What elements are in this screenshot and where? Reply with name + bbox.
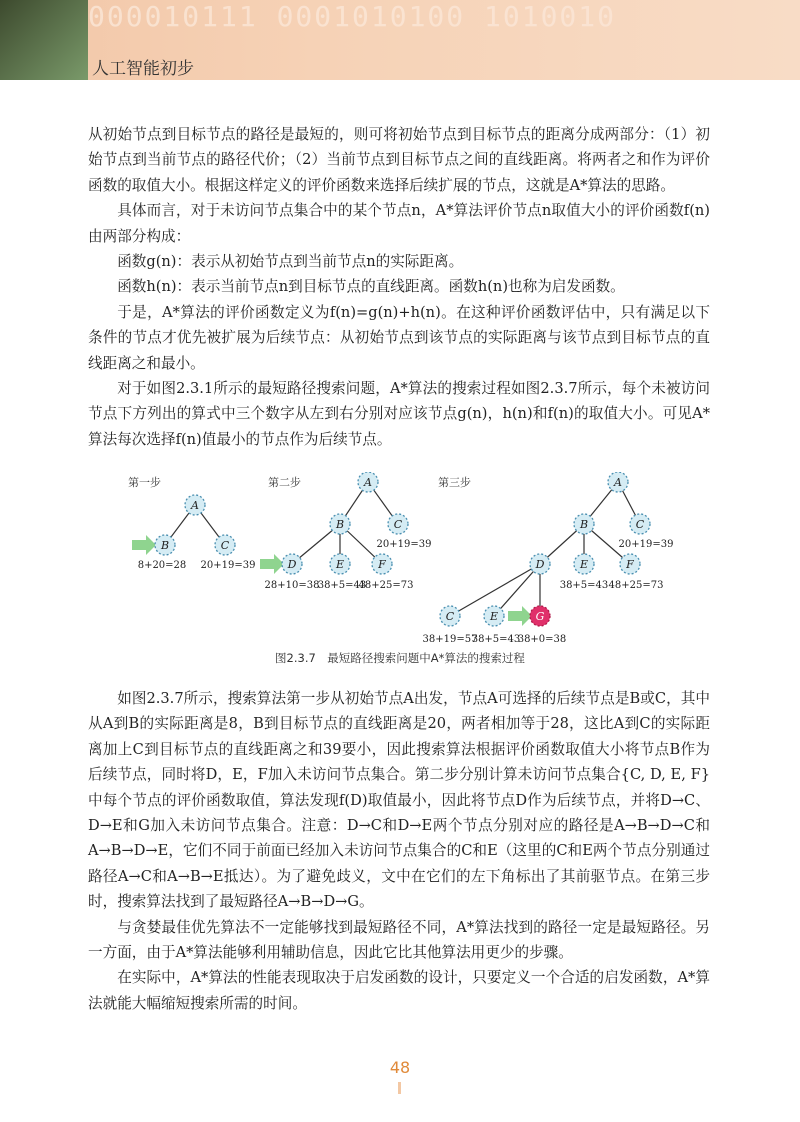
tree-node: A: [614, 476, 622, 489]
page-header: [0, 0, 800, 80]
tree-node: E: [489, 610, 499, 623]
paragraph: 函数g(n)：表示从初始节点到当前节点n的实际距离。: [117, 253, 464, 271]
page-number-bar: [398, 1082, 401, 1094]
node-formula: 48+25=73: [608, 580, 664, 591]
node-formula: 48+25=73: [358, 580, 414, 591]
tree-node: C: [445, 610, 455, 623]
step-label: 第一步: [128, 476, 161, 489]
paragraph: 与贪婪最佳优先算法不一定能够找到最短路径不同，A*算法找到的路径一定是最短路径。另一方面，由于A*算法能够利用辅助信息，因此它比其他算法用更少的步骤。: [88, 918, 710, 962]
tree-node: F: [378, 558, 386, 571]
node-formula: 20+19=39: [618, 539, 674, 550]
step-label: 第二步: [268, 476, 301, 489]
node-formula: 8+20=28: [137, 560, 187, 571]
paragraph: 函数h(n)：表示当前节点n到目标节点的直线距离。函数h(n)也称为启发函数。: [117, 278, 625, 296]
step-label: 第三步: [438, 476, 471, 489]
node-formula: 28+10=38: [264, 580, 320, 591]
paragraph: 具体而言，对于未访问节点集合中的某个节点n，A*算法评价节点n取值大小的评价函数f(n)由两部分构成：: [88, 202, 710, 245]
binary-decoration: 000010111 0001010100 1010010: [88, 0, 617, 33]
node-formula: 38+5=43: [559, 580, 609, 591]
body-text-top: [88, 122, 710, 452]
tree-node: D: [287, 558, 297, 571]
paragraph: 对于如图2.3.1所示的最短路径搜索问题，A*算法的搜索过程如图2.3.7所示，每个未被访问节点下方列出的算式中三个数字从左到右分别对应该节点g(n)，h(n)和f(n)的取值大小。可见A*算法每次选择f(n)值最小的节点作为后续节点。: [88, 380, 710, 448]
node-formula: 38+5=43: [317, 580, 367, 591]
tree-node: E: [579, 558, 589, 571]
tree-node: E: [335, 558, 345, 571]
node-formula: 38+5=43: [471, 634, 521, 645]
paragraph: 从初始节点到目标节点的路径是最短的，则可将初始节点到目标节点的距离分成两部分：（1）初始节点到当前节点的路径代价；（2）当前节点到目标节点之间的直线距离。将两者之和作为评价函数的取值大小。根据这样定义的评价函数来选择后续扩展的节点，这就是A*算法的思路。: [88, 126, 710, 194]
tree-node: B: [160, 539, 170, 552]
paragraph: 在实际中，A*算法的性能表现取决于启发函数的设计，只要定义一个合适的启发函数，A*算法就能大幅缩短搜索所需的时间。: [88, 969, 710, 1012]
tree-node: C: [393, 518, 403, 531]
tree-node: D: [535, 558, 545, 571]
search-tree-svg: [120, 472, 680, 672]
header-thumbnail-image: [0, 0, 88, 80]
tree-node: B: [579, 518, 589, 531]
paragraph: 如图2.3.7所示，搜索算法第一步从初始节点A出发，节点A可选择的后续节点是B或C，其中从A到B的实际距离是8，B到目标节点的直线距离是20，两者相加等于28，这比A到C的实际距离加上C到目标节点的直线距离之和39要小，因此搜索算法根据评价函数取值大小将节点B作为后续节点，同时将D，E，F加入未访问节点集合。第二步分别计算未访问节点集合{C, D, E, F}中每个节点的评价函数取值，算法发现f(D)取值最小，因此将节点D作为后续节点，并将D→C、D→E和G加入未访问节点集合。注意：D→C和D→E两个节点分别对应的路径是A→B→D→C和A→B→D→E，它们不同于前面已经加入未访问节点集合的C和E（这里的C和E两个节点分别通过路径A→C和A→B→E抵达）。为了避免歧义，文中在它们的左下角标出了其前驱节点。在第三步时，搜索算法找到了最短路径A→B→D→G。: [88, 690, 710, 911]
node-formula: 20+19=39: [200, 560, 256, 571]
paragraph: 于是，A*算法的评价函数定义为f(n)=g(n)+h(n)。在这种评价函数评估中，只有满足以下条件的节点才优先被扩展为后续节点：从初始节点到该节点的实际距离与该节点到目标节点的直线距离之和最小。: [88, 303, 710, 372]
tree-node: A: [191, 499, 199, 512]
tree-node: C: [220, 539, 230, 552]
tree-node: F: [626, 558, 634, 571]
node-formula: 38+0=38: [517, 634, 567, 645]
figure-caption: 图2.3.7 最短路径搜索问题中A*算法的搜索过程: [275, 651, 525, 665]
tree-node: C: [635, 518, 645, 531]
page-number: 48: [389, 1058, 411, 1077]
tree-node: A: [364, 476, 372, 489]
node-formula: 38+19=57: [422, 634, 478, 645]
tree-node: B: [335, 518, 345, 531]
search-tree-figure: [120, 472, 680, 672]
goal-node: G: [535, 610, 545, 623]
node-formula: 20+19=39: [376, 539, 432, 550]
body-text-bottom: [88, 686, 710, 1016]
section-title: 人工智能初步: [92, 59, 194, 79]
